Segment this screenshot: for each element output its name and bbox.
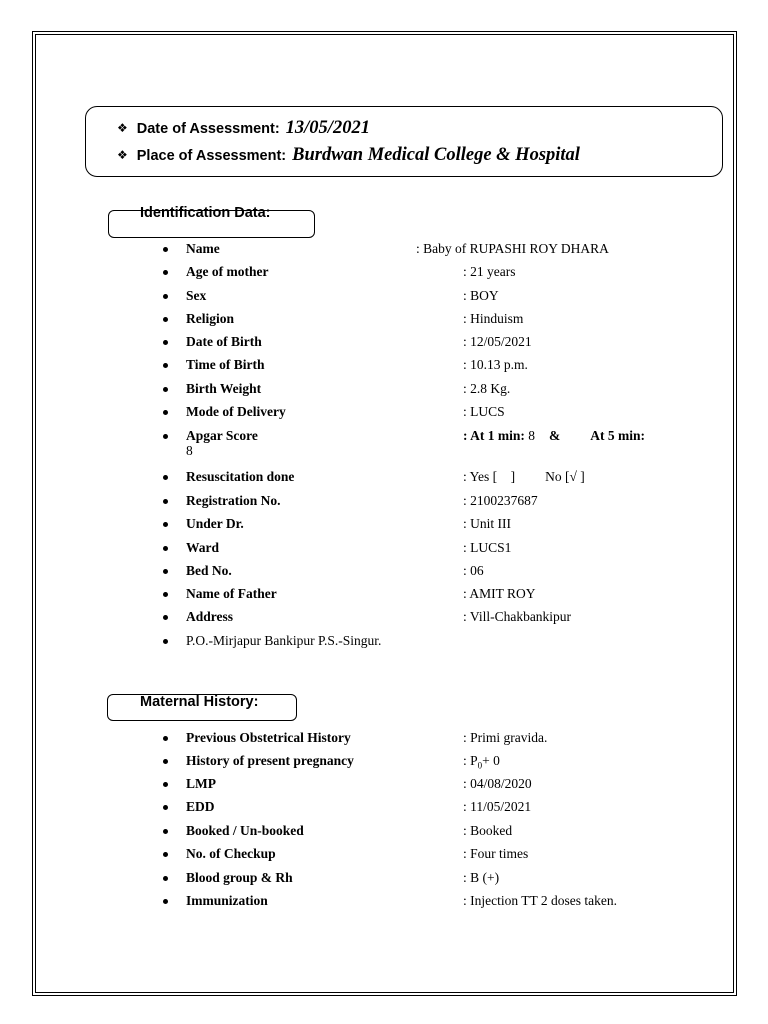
field-label: Age of mother xyxy=(186,264,269,279)
field-value: : Hinduism xyxy=(463,311,524,326)
assessment-place-row xyxy=(117,145,580,166)
list-item xyxy=(160,586,720,606)
field-label: Immunization xyxy=(186,893,268,908)
list-item xyxy=(160,381,720,401)
identification-title: Identification Data: xyxy=(140,205,271,221)
list-item xyxy=(160,540,720,560)
bullet-icon xyxy=(163,270,168,275)
apgar-value xyxy=(463,428,645,444)
list-item xyxy=(160,563,720,583)
bullet-icon xyxy=(163,387,168,392)
bullet-icon xyxy=(163,546,168,551)
apgar-1min-label: : At 1 min: xyxy=(463,428,525,443)
list-item xyxy=(160,823,720,843)
place-of-assessment-label: Place of Assessment: xyxy=(136,148,287,164)
field-label: Date of Birth xyxy=(186,334,262,349)
field-label: Bed No. xyxy=(186,563,232,578)
field-value: : Baby of RUPASHI ROY DHARA xyxy=(416,241,609,256)
field-label: Under Dr. xyxy=(186,516,244,531)
bullet-icon xyxy=(163,782,168,787)
list-item xyxy=(160,799,720,819)
list-item xyxy=(160,753,720,773)
list-item xyxy=(160,288,720,308)
field-value: : B (+) xyxy=(463,870,500,885)
bullet-icon xyxy=(163,363,168,368)
bullet-icon xyxy=(163,592,168,597)
list-item xyxy=(160,469,720,489)
apgar-5min-label: At 5 min: xyxy=(590,428,645,443)
list-item xyxy=(160,241,720,261)
bullet-icon xyxy=(163,499,168,504)
bullet-icon xyxy=(163,852,168,857)
assessment-box xyxy=(85,106,723,177)
address-line-2: P.O.-Mirjapur Bankipur P.S.-Singur. xyxy=(186,633,382,648)
field-value: : Vill-Chakbankipur xyxy=(463,609,572,624)
field-value: : Unit III xyxy=(463,516,511,531)
field-value: : 12/05/2021 xyxy=(463,334,532,349)
resuscitation-yes: : Yes [ ] xyxy=(463,469,516,484)
bullet-icon xyxy=(163,615,168,620)
field-label: Mode of Delivery xyxy=(186,404,286,419)
field-label: Time of Birth xyxy=(186,357,265,372)
diamond-bullet-icon: ❖ xyxy=(117,148,128,162)
field-value: : Injection TT 2 doses taken. xyxy=(463,893,617,908)
list-item xyxy=(160,493,720,513)
field-value: : 06 xyxy=(463,563,484,578)
bullet-icon xyxy=(163,829,168,834)
field-label: Booked / Un-booked xyxy=(186,823,304,838)
list-item xyxy=(160,633,720,653)
list-item xyxy=(160,334,720,354)
field-label: EDD xyxy=(186,799,215,814)
field-value: : Booked xyxy=(463,823,513,838)
list-item xyxy=(160,311,720,331)
field-value: : Primi gravida. xyxy=(463,730,548,745)
field-value: : 04/08/2020 xyxy=(463,776,532,791)
field-label: Name of Father xyxy=(186,586,277,601)
field-label: Ward xyxy=(186,540,220,555)
bullet-icon xyxy=(163,876,168,881)
bullet-icon xyxy=(163,639,168,644)
list-item xyxy=(160,776,720,796)
bullet-icon xyxy=(163,340,168,345)
resuscitation-value xyxy=(463,469,585,485)
date-of-assessment-value: 13/05/2021 xyxy=(285,118,370,138)
field-value: : 2.8 Kg. xyxy=(463,381,511,396)
field-value: : LUCS xyxy=(463,404,505,419)
field-label: No. of Checkup xyxy=(186,846,276,861)
date-of-assessment-label: Date of Assessment: xyxy=(136,121,280,137)
field-value xyxy=(463,753,500,771)
apgar-5min-value: 8 xyxy=(186,443,193,458)
value-subscript: 0 xyxy=(477,760,483,771)
list-item xyxy=(160,870,720,890)
bullet-icon xyxy=(163,434,168,439)
bullet-icon xyxy=(163,247,168,252)
field-label: Resuscitation done xyxy=(186,469,295,484)
field-value: : 2100237687 xyxy=(463,493,538,508)
field-value: : Four times xyxy=(463,846,529,861)
place-of-assessment-value: Burdwan Medical College & Hospital xyxy=(292,145,580,165)
bullet-icon xyxy=(163,522,168,527)
value-suffix: + 0 xyxy=(482,753,500,768)
bullet-icon xyxy=(163,759,168,764)
field-value: : 11/05/2021 xyxy=(463,799,532,814)
bullet-icon xyxy=(163,317,168,322)
field-label: Blood group & Rh xyxy=(186,870,293,885)
field-label: Apgar Score xyxy=(186,428,258,443)
list-item xyxy=(160,357,720,377)
bullet-icon xyxy=(163,899,168,904)
maternal-title: Maternal History: xyxy=(140,694,259,710)
bullet-icon xyxy=(163,294,168,299)
field-label: Registration No. xyxy=(186,493,281,508)
bullet-icon xyxy=(163,475,168,480)
list-item xyxy=(160,404,720,424)
field-value: : BOY xyxy=(463,288,499,303)
resuscitation-no: No [√ ] xyxy=(545,469,585,484)
field-label: Address xyxy=(186,609,234,624)
bullet-icon xyxy=(163,569,168,574)
bullet-icon xyxy=(163,805,168,810)
field-label: Religion xyxy=(186,311,235,326)
list-item xyxy=(160,264,720,284)
field-label: Previous Obstetrical History xyxy=(186,730,351,745)
value-prefix: : P xyxy=(463,753,478,768)
field-value: : 10.13 p.m. xyxy=(463,357,528,372)
field-label: History of present pregnancy xyxy=(186,753,354,768)
field-label: LMP xyxy=(186,776,216,791)
field-value: : AMIT ROY xyxy=(463,586,536,601)
list-item xyxy=(160,428,720,448)
field-value: : LUCS1 xyxy=(463,540,512,555)
diamond-bullet-icon: ❖ xyxy=(117,121,128,135)
field-label: Sex xyxy=(186,288,207,303)
apgar-ampersand: & xyxy=(549,428,561,443)
list-item xyxy=(160,609,720,629)
field-label: Name xyxy=(186,241,220,256)
apgar-1min-value: 8 xyxy=(528,428,535,443)
bullet-icon xyxy=(163,736,168,741)
assessment-date-row xyxy=(117,118,370,139)
list-item xyxy=(160,730,720,750)
field-label: Birth Weight xyxy=(186,381,262,396)
field-value: : 21 years xyxy=(463,264,516,279)
list-item xyxy=(160,893,720,913)
list-item xyxy=(160,516,720,536)
bullet-icon xyxy=(163,410,168,415)
list-item xyxy=(160,846,720,866)
